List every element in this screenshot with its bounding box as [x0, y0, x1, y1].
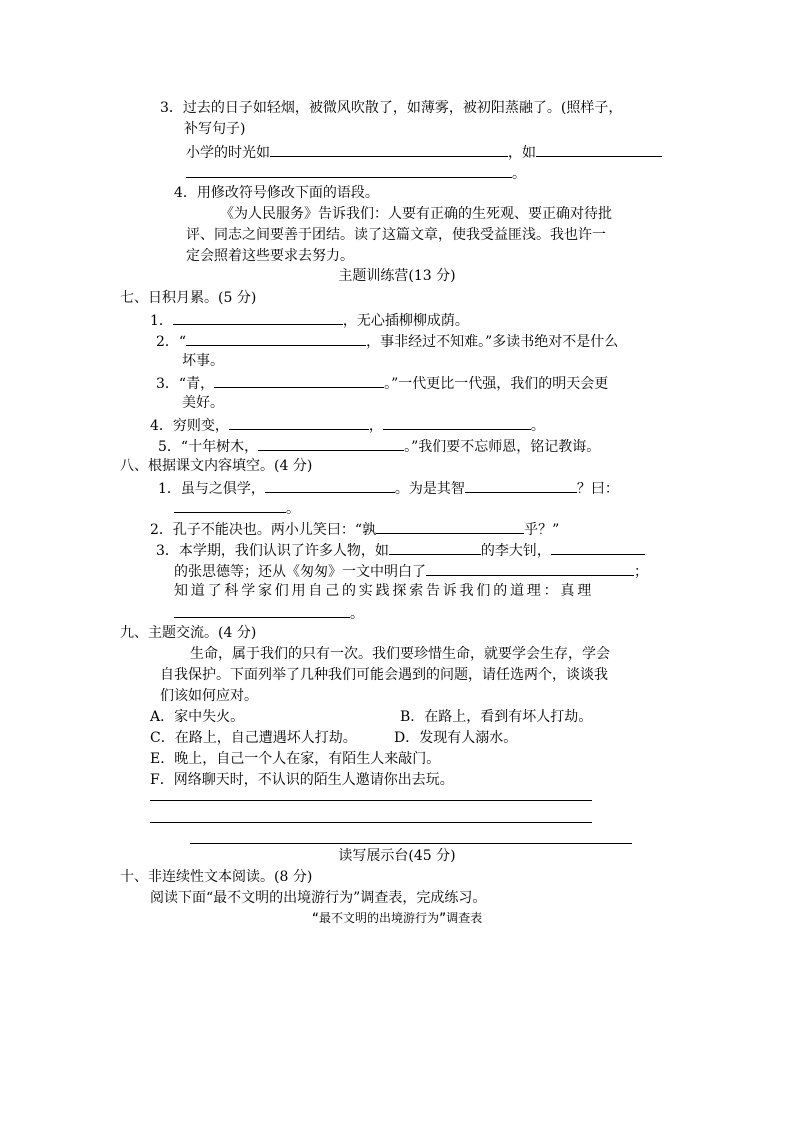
- s7-item-1-text: ，无心插柳柳成荫。: [342, 313, 469, 329]
- s8-item-3-cont: [174, 560, 648, 582]
- s9-option-e: E．晚上，自己一个人在家，有陌生人来敲门。: [150, 751, 441, 767]
- q3-blank-2[interactable]: [536, 141, 662, 157]
- q3-prefix: 小学的时光如: [186, 145, 270, 161]
- q3-end: 。: [512, 166, 526, 182]
- s7-blank-4[interactable]: [229, 414, 369, 430]
- q4-paragraph-3: 定会照着这些要求去努力。: [186, 248, 354, 264]
- s7-item-4: [150, 414, 545, 436]
- q3-answer-row: [186, 141, 662, 163]
- s7-blank-1[interactable]: [173, 309, 343, 325]
- s9-option-b: B．在路上，看到有坏人打劫。: [400, 709, 593, 725]
- s8-item-1: [158, 477, 619, 499]
- s8-item-1-c: ？曰：: [576, 481, 619, 497]
- s7-item-1: [150, 309, 469, 331]
- s8-blank-7[interactable]: [426, 560, 634, 576]
- s9-paragraph-1: 生命，属于我们的只有一次。我们要珍惜生命，就要学会生存，学会: [190, 646, 610, 662]
- s8-item-3-cont-3: [174, 602, 364, 624]
- section-heading-read: 读写展示台(45 分): [338, 848, 456, 864]
- q3-line2: 补写句子): [184, 121, 246, 137]
- s9-option-d: D．发现有人溺水。: [394, 730, 518, 746]
- s7-title: 七、日积月累。(5 分): [120, 290, 257, 306]
- s8-item-3-f: 。: [350, 606, 364, 622]
- s7-item-4-num: 4．穷则变，: [150, 418, 229, 434]
- s8-item-3-a: 3．本学期，我们认识了许多人物，如: [156, 543, 389, 559]
- s9-option-a: A．家中失火。: [150, 709, 245, 725]
- s10-title: 十、非连续性文本阅读。(8 分): [120, 869, 313, 885]
- s8-item-3-c: 的张思德等；还从《匆匆》一文中明白了: [174, 564, 426, 580]
- q3-blank-3[interactable]: [186, 162, 512, 178]
- s8-item-2: [150, 518, 559, 540]
- q4-title: 4．用修改符号修改下面的语段。: [174, 185, 379, 201]
- s8-item-2-a: 2．孔子不能决也。两小儿笑曰：“孰: [150, 522, 377, 538]
- s7-item-3-cont: 美好。: [182, 395, 224, 411]
- s8-blank-8[interactable]: [174, 602, 350, 618]
- s9-answer-line-3[interactable]: [190, 843, 632, 844]
- q3-middle: ，如: [508, 145, 536, 161]
- s7-blank-6[interactable]: [258, 435, 404, 451]
- s10-paragraph-1: 阅读下面“最不文明的出境游行为”调查表，完成练习。: [150, 890, 487, 906]
- s7-item-2-text: ，事非经过不知难。”多读书绝对不是什么: [366, 334, 619, 350]
- s8-item-2-b: 乎？”: [524, 522, 560, 538]
- s8-item-3-cont-2: 知道了科学家们用自己的实践探索告诉我们的道理：真理: [174, 583, 594, 599]
- s7-item-5-num: 5．“十年树木，: [158, 439, 259, 455]
- s7-item-3-text: 。”一代更比一代强，我们的明天会更: [384, 376, 609, 392]
- s8-blank-5[interactable]: [389, 539, 481, 555]
- s7-item-3: [156, 372, 608, 394]
- s7-item-2: [156, 330, 618, 352]
- s9-title: 九、主题交流。(4 分): [120, 625, 257, 641]
- q3-blank-1[interactable]: [270, 141, 508, 157]
- s8-item-1-b: 。为是其智: [394, 481, 465, 497]
- s8-title: 八、根据课文内容填空。(4 分): [120, 458, 313, 474]
- s9-option-f: F．网络聊天时，不认识的陌生人邀请你出去玩。: [150, 772, 454, 788]
- s8-item-3-d: ；: [634, 564, 648, 580]
- s8-blank-2[interactable]: [465, 477, 577, 493]
- section-heading-theme: 主题训练营(13 分): [338, 268, 456, 284]
- s7-blank-5[interactable]: [383, 414, 531, 430]
- s8-item-1-cont: [174, 497, 300, 519]
- s8-item-3-b: 的李大钊，: [480, 543, 551, 559]
- s7-item-2-cont: 坏事。: [182, 353, 224, 369]
- s8-blank-1[interactable]: [265, 477, 395, 493]
- q3-answer-row-2: [186, 162, 526, 184]
- s9-option-c: C．在路上，自己遭遇坏人打劫。: [150, 730, 357, 746]
- s9-paragraph-3: 们该如何应对。: [160, 688, 258, 704]
- s7-item-1-num: 1．: [150, 313, 173, 329]
- s7-item-4-comma: ，: [368, 418, 383, 434]
- s7-blank-3[interactable]: [214, 372, 384, 388]
- s8-item-3: [156, 539, 645, 561]
- s7-item-3-num: 3．“青，: [156, 376, 215, 392]
- s7-item-4-end: 。: [530, 418, 545, 434]
- s8-item-1-a: 1．虽与之俱学，: [158, 481, 265, 497]
- s7-item-2-num: 2．“: [156, 334, 187, 350]
- s7-blank-2[interactable]: [186, 330, 366, 346]
- s8-item-1-d: 。: [286, 501, 300, 517]
- s7-item-5-text: 。”我们要不忘师恩，铭记教诲。: [404, 439, 601, 455]
- q4-paragraph-2: 评、同志之间要善于团结。读了这篇文章，使我受益匪浅。我也许一: [186, 227, 606, 243]
- s9-answer-line-1[interactable]: [150, 800, 592, 801]
- s8-blank-6[interactable]: [551, 539, 645, 555]
- s9-answer-line-2[interactable]: [150, 822, 592, 823]
- s10-table-title: “最不文明的出境游行为”调查表: [311, 911, 483, 925]
- s9-paragraph-2: 自我保护。下面列举了几种我们可能会遇到的问题，请任选两个，谈谈我: [160, 667, 608, 683]
- s7-item-5: [158, 435, 600, 457]
- s8-blank-4[interactable]: [376, 518, 524, 534]
- s8-blank-3[interactable]: [174, 497, 286, 513]
- q3-line1: 3．过去的日子如轻烟，被微风吹散了，如薄雾，被初阳蒸融了。(照样子，: [160, 100, 623, 116]
- q4-paragraph-1: 《为人民服务》告诉我们：人要有正确的生死观、要正确对待批: [220, 206, 612, 222]
